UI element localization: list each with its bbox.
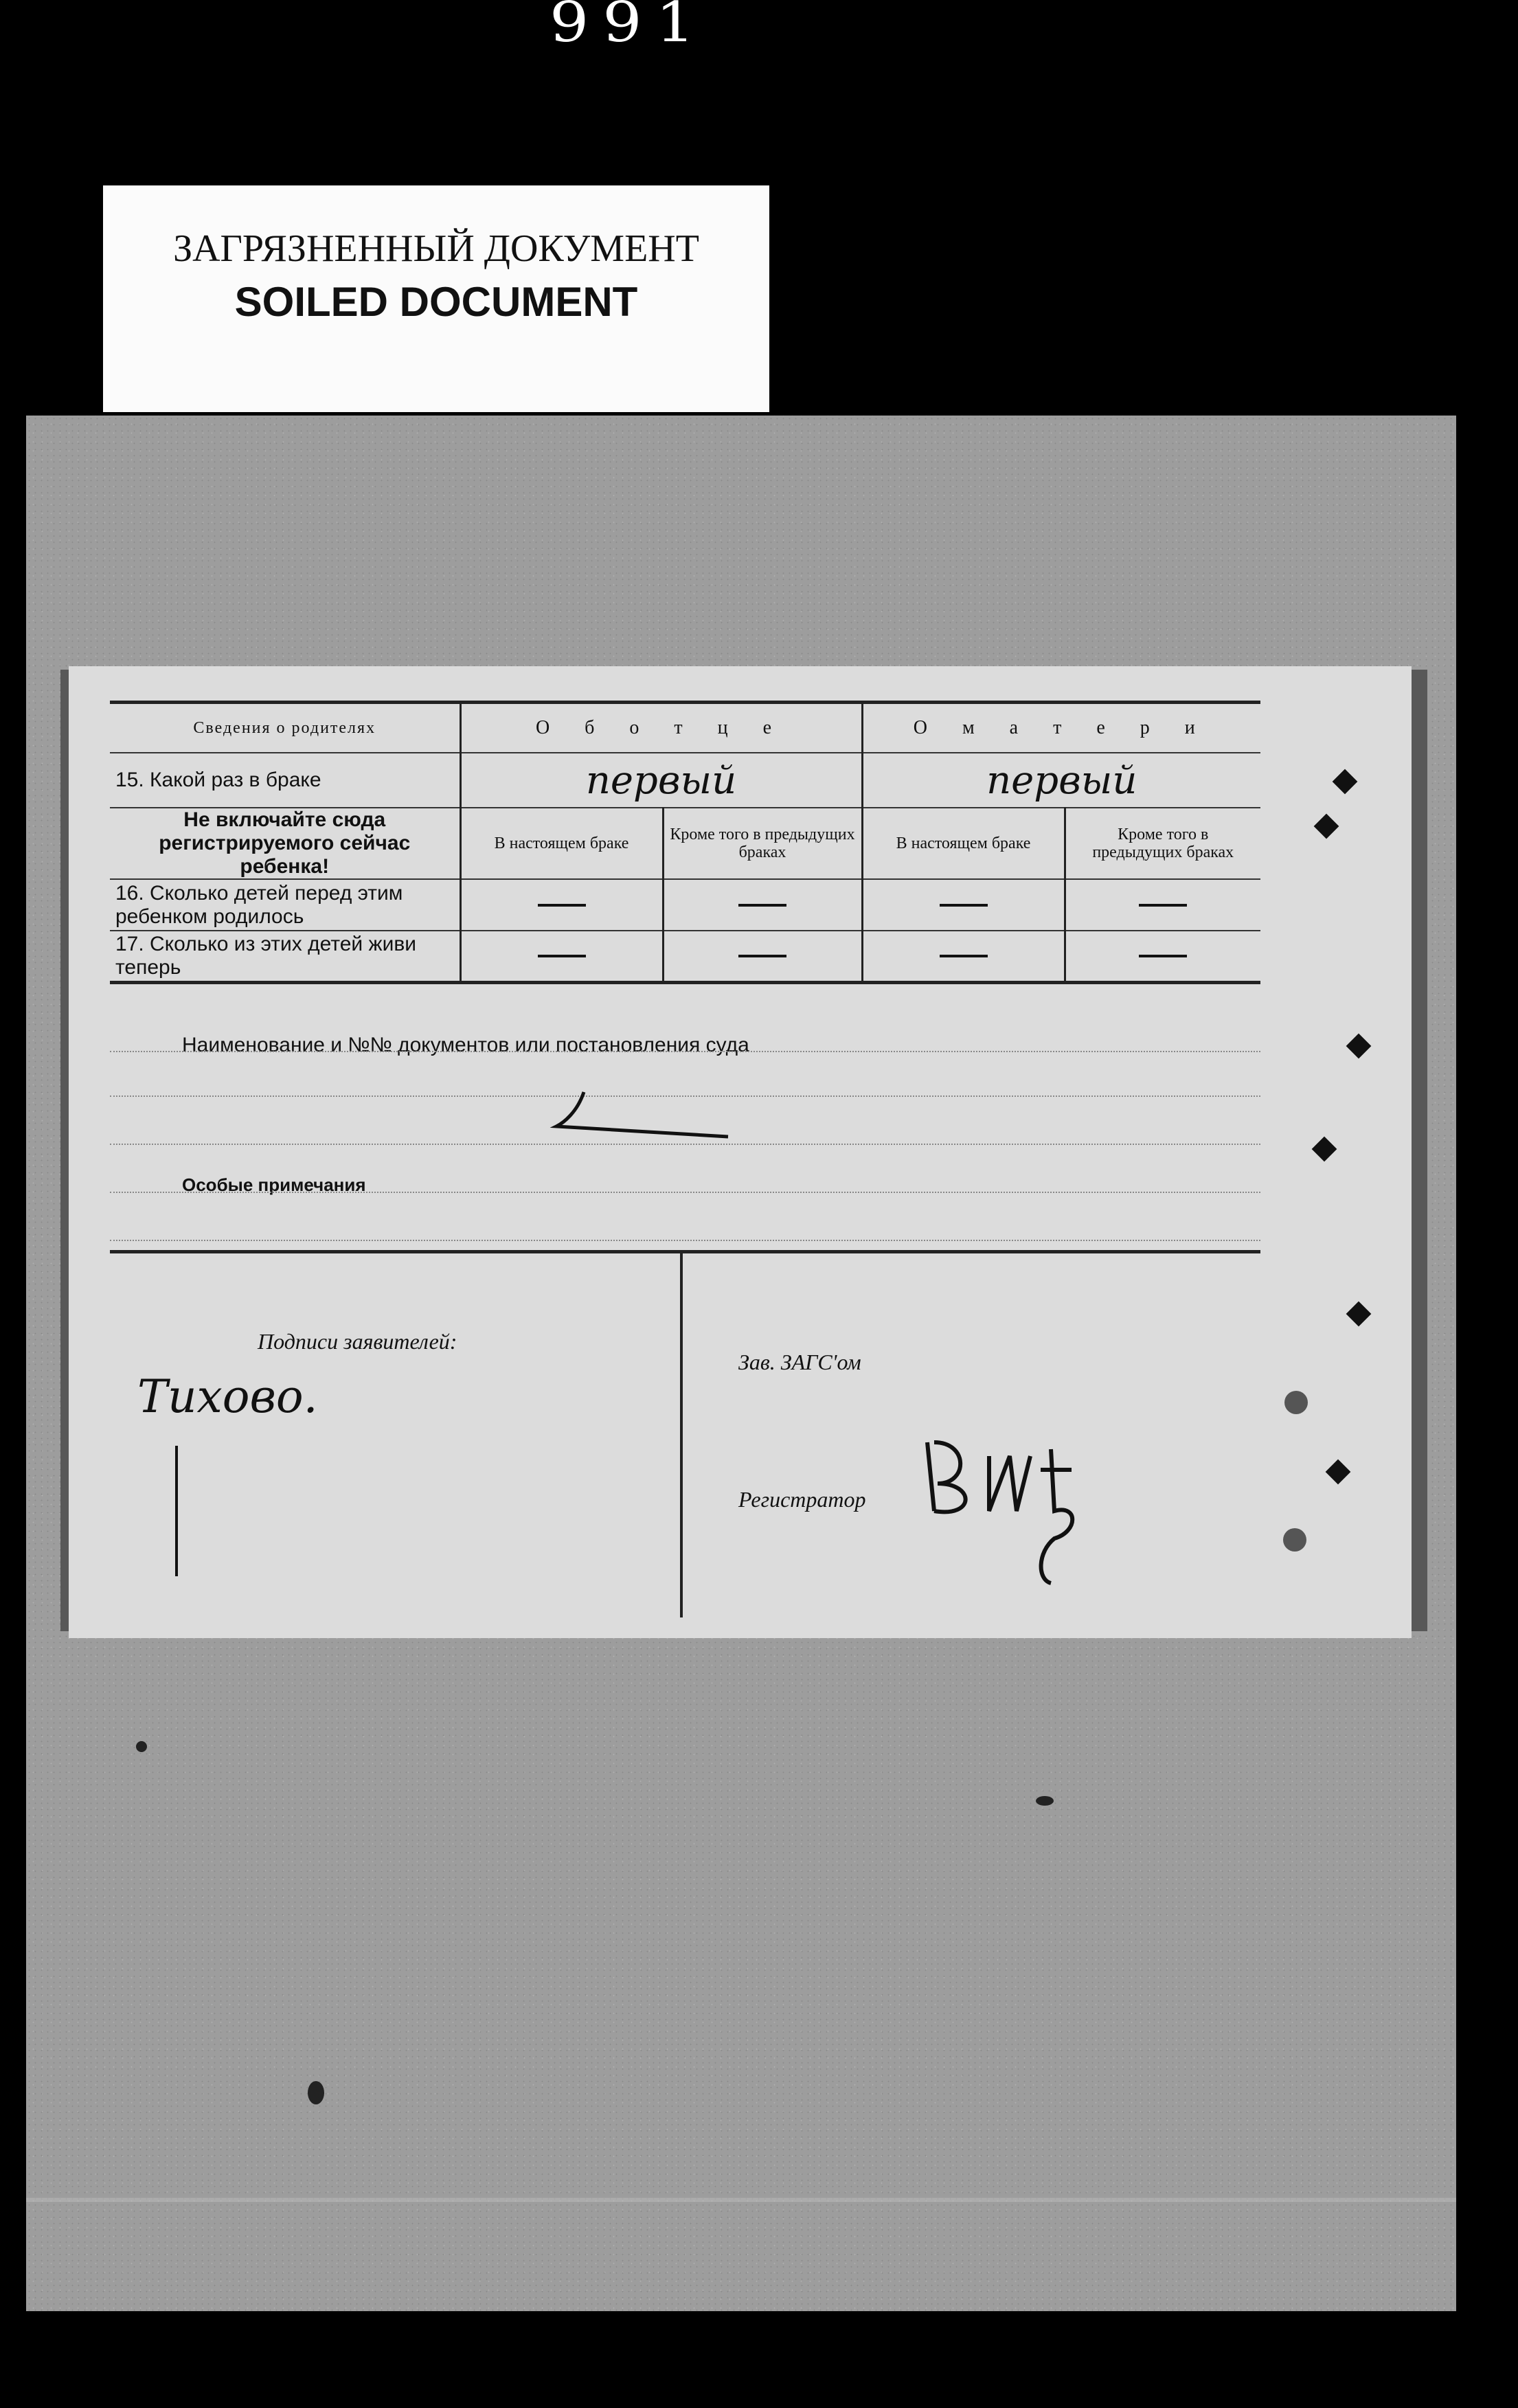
dotted-line xyxy=(110,1051,1260,1052)
applicants-label: Подписи заявителей: xyxy=(258,1329,457,1354)
sub-mother-current: В настоящем браке xyxy=(862,808,1065,879)
signature-section xyxy=(110,1250,1260,1617)
parents-table xyxy=(110,701,1260,984)
q15-father-answer: первый xyxy=(585,758,737,803)
table-row-q15 xyxy=(110,753,1260,808)
registrar-label: Регистратор xyxy=(738,1487,866,1512)
note-exclude-child: Не включайте сюда регистрируемого сейчас ребенка! xyxy=(159,808,411,878)
speck xyxy=(308,2081,324,2104)
table-row-note xyxy=(110,808,1260,879)
documents-label: Наименование и №№ документов или постановления суда xyxy=(182,1034,749,1056)
folder-crease xyxy=(26,2198,1456,2202)
registration-card xyxy=(69,666,1412,1638)
q17-mother-current-dash xyxy=(940,955,988,957)
speck xyxy=(1036,1796,1054,1806)
q17-father-previous-dash xyxy=(738,955,786,957)
table-row-q16 xyxy=(110,879,1260,931)
q15-label: 15. Какой раз в браке xyxy=(110,753,460,808)
remarks-label: Особые примечания xyxy=(182,1174,366,1195)
dotted-line xyxy=(110,1192,1260,1193)
q17-mother-previous-dash xyxy=(1139,955,1187,957)
registrar-signature xyxy=(914,1415,1092,1587)
q16-mother-current-dash xyxy=(940,904,988,907)
q16-father-previous-dash xyxy=(738,904,786,907)
applicant-signature: Тихово. xyxy=(137,1370,318,1423)
documents-dash-mark xyxy=(550,1085,749,1140)
header-parents-info: Сведения о родителях xyxy=(110,703,460,753)
signature-stroke xyxy=(175,1446,178,1576)
q17-father-current-dash xyxy=(538,955,586,957)
table-header-row xyxy=(110,703,1260,753)
q16-father-current-dash xyxy=(538,904,586,907)
dotted-line xyxy=(110,1240,1260,1241)
frame-number: 991 xyxy=(550,0,709,55)
speck xyxy=(136,1741,147,1752)
dotted-line xyxy=(110,1144,1260,1145)
sub-father-previous: Кроме того в предыдущих браках xyxy=(663,808,862,879)
sub-father-current: В настоящем браке xyxy=(460,808,663,879)
q16-label: 16. Сколько детей перед этим ребенком родилось xyxy=(110,879,460,931)
label-en: SOILED DOCUMENT xyxy=(234,279,638,325)
label-ru: ЗАГРЯЗНЕННЫЙ ДОКУМЕНТ xyxy=(173,227,699,270)
sub-mother-previous: Кроме того в предыдущих браках xyxy=(1092,826,1234,861)
q17-label: 17. Сколько из этих детей живи теперь xyxy=(110,931,460,982)
q16-mother-previous-dash xyxy=(1139,904,1187,907)
table-row-q17 xyxy=(110,931,1260,982)
signature-divider xyxy=(680,1253,683,1617)
q15-mother-answer: первый xyxy=(986,758,1137,803)
card-content xyxy=(110,701,1260,1512)
header-mother: О м а т е р и xyxy=(862,703,1260,753)
header-father: О б о т ц е xyxy=(460,703,862,753)
soiled-document-label xyxy=(103,185,769,412)
head-zags-label: Зав. ЗАГС'ом xyxy=(738,1350,861,1374)
